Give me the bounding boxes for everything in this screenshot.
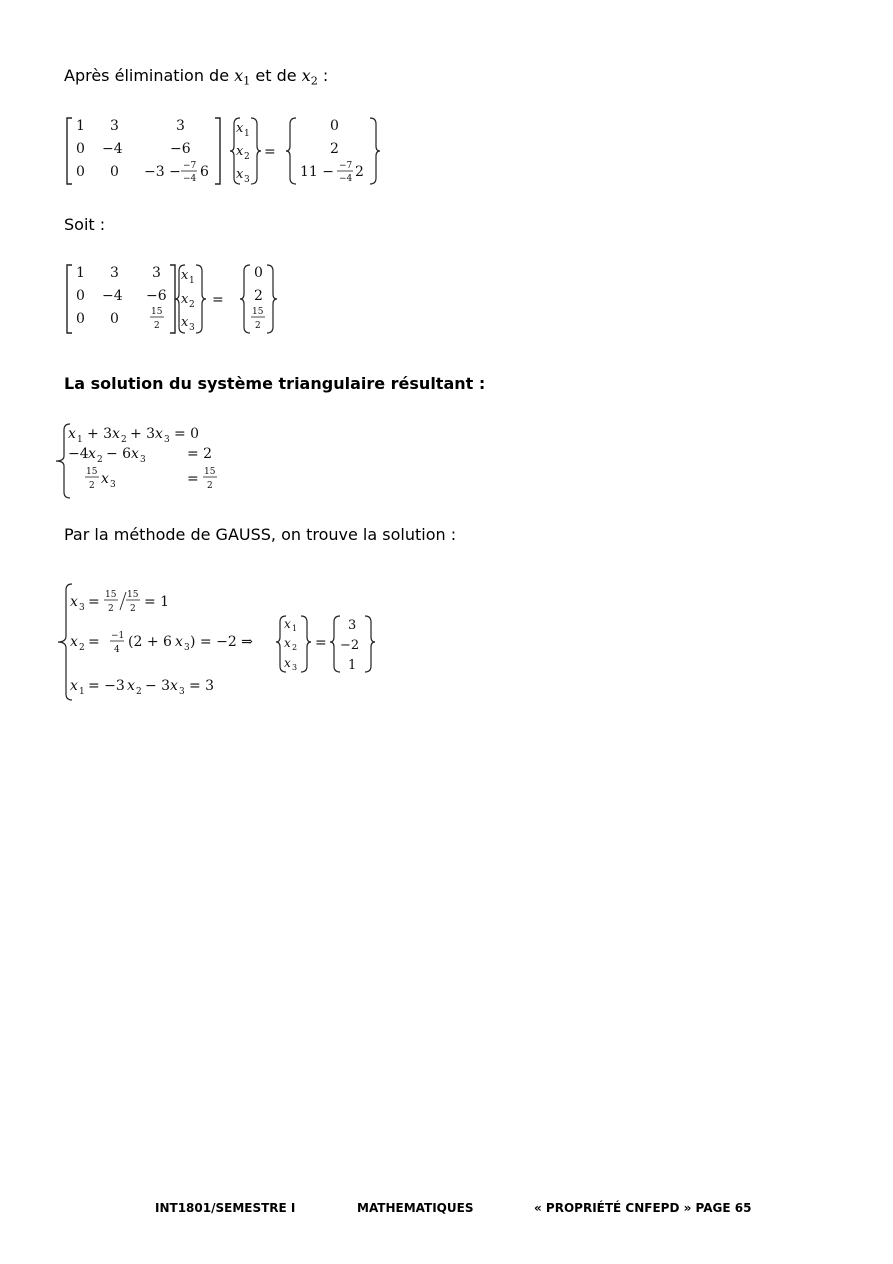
svg-text:1: 1: [189, 276, 195, 286]
svg-text:=: =: [264, 144, 276, 160]
svg-text:x: x: [70, 594, 78, 610]
svg-text:=: =: [88, 594, 100, 610]
svg-text:−2: −2: [340, 638, 360, 653]
svg-text:2: 2: [108, 604, 114, 614]
footer-right: « PROPRIÉTÉ CNFEPD » PAGE 65: [534, 1201, 752, 1215]
svg-text:−4: −4: [183, 174, 197, 184]
svg-text:x: x: [127, 678, 135, 694]
svg-text:x: x: [284, 617, 291, 631]
footer-center: MATHEMATIQUES: [357, 1201, 474, 1215]
svg-text:= −3: = −3: [88, 678, 125, 694]
svg-text:= 0: = 0: [174, 426, 200, 442]
svg-text:=: =: [212, 292, 224, 308]
svg-text:x: x: [131, 446, 139, 462]
x1-variable: [234, 66, 251, 88]
svg-text:x: x: [236, 167, 244, 182]
svg-text:3: 3: [140, 455, 146, 465]
svg-text:+ 3: + 3: [87, 426, 113, 442]
x2-subscript: 2: [310, 74, 318, 88]
svg-text:x: x: [68, 426, 76, 442]
svg-text:2: 2: [121, 435, 127, 445]
svg-text:0: 0: [76, 164, 85, 180]
svg-text:−1: −1: [111, 631, 125, 641]
svg-text:1: 1: [244, 129, 250, 139]
svg-text:= 1: = 1: [144, 594, 170, 610]
svg-text:2: 2: [255, 321, 261, 331]
svg-text:= 2: = 2: [187, 446, 213, 462]
svg-text:15: 15: [252, 307, 264, 317]
svg-text:1: 1: [348, 658, 357, 673]
svg-text:1: 1: [292, 624, 298, 633]
svg-text:= 3: = 3: [189, 678, 215, 694]
svg-text:0: 0: [330, 118, 339, 134]
svg-text:2: 2: [189, 300, 195, 310]
svg-text:x: x: [181, 315, 189, 330]
svg-text:x: x: [70, 634, 78, 650]
svg-text:−7: −7: [339, 161, 353, 171]
svg-text:3: 3: [179, 687, 185, 697]
svg-text:− 6: − 6: [106, 446, 132, 462]
svg-text:3: 3: [348, 618, 357, 633]
svg-text:−7: −7: [183, 161, 197, 171]
svg-text:) = −2 ⇒: ) = −2 ⇒: [190, 634, 253, 650]
svg-text:−6: −6: [146, 288, 167, 304]
svg-text:15: 15: [86, 467, 98, 477]
svg-text:0: 0: [76, 288, 85, 304]
svg-text:2: 2: [130, 604, 136, 614]
svg-text:3: 3: [176, 118, 185, 134]
svg-text:0: 0: [254, 265, 263, 281]
svg-text:x: x: [101, 471, 109, 487]
svg-text:6: 6: [200, 164, 209, 180]
svg-text:3: 3: [110, 118, 119, 134]
svg-text:x: x: [236, 121, 244, 136]
svg-text:2: 2: [207, 481, 213, 491]
svg-text:3: 3: [79, 603, 85, 613]
svg-text:15: 15: [151, 307, 163, 317]
svg-text:3: 3: [184, 643, 190, 653]
svg-text:15: 15: [204, 467, 216, 477]
elimination-matrix-equation: [64, 112, 394, 190]
svg-text:x: x: [284, 636, 291, 650]
svg-text:x: x: [70, 678, 78, 694]
svg-text:3: 3: [244, 175, 250, 185]
svg-text:−4: −4: [68, 446, 89, 462]
svg-text:=: =: [315, 635, 327, 651]
svg-text:1: 1: [77, 435, 83, 445]
svg-text:2: 2: [89, 481, 95, 491]
svg-text:3: 3: [152, 265, 161, 281]
svg-text:2: 2: [355, 164, 364, 180]
reduced-matrix-equation: [64, 261, 294, 339]
svg-text:−3 −: −3 −: [144, 164, 181, 180]
svg-text:−4: −4: [339, 174, 353, 184]
svg-text:x: x: [155, 426, 163, 442]
svg-text:+ 3: + 3: [130, 426, 156, 442]
x2-variable: [301, 66, 318, 88]
svg-text:−4: −4: [102, 141, 123, 157]
svg-text:11 −: 11 −: [300, 164, 334, 180]
intro-text-middle: et de: [250, 66, 302, 85]
svg-text:x: x: [88, 446, 96, 462]
svg-text:0: 0: [76, 311, 85, 327]
svg-text:2: 2: [154, 321, 160, 331]
svg-text:=: =: [88, 634, 100, 650]
triangular-system: [50, 420, 250, 502]
svg-text:0: 0: [110, 164, 119, 180]
svg-text:4: 4: [114, 645, 120, 655]
svg-text:x: x: [175, 634, 183, 650]
intro-text-after: :: [317, 66, 329, 85]
intro-line: [64, 66, 328, 87]
svg-text:x: x: [181, 292, 189, 307]
svg-text:2: 2: [97, 455, 103, 465]
gauss-solution: [50, 582, 390, 704]
svg-text:(2 + 6: (2 + 6: [128, 634, 172, 650]
svg-text:x: x: [236, 144, 244, 159]
svg-text:3: 3: [189, 323, 195, 333]
svg-text:−4: −4: [102, 288, 123, 304]
svg-text:=: =: [187, 471, 199, 487]
svg-text:1: 1: [79, 687, 85, 697]
svg-text:15: 15: [105, 590, 117, 600]
intro-text-before: Après élimination de: [64, 66, 235, 85]
x2-letter: x: [301, 66, 311, 85]
x1-letter: x: [234, 66, 244, 85]
svg-text:x: x: [112, 426, 120, 442]
soit-label: Soit :: [64, 215, 106, 234]
svg-text:3: 3: [110, 480, 116, 490]
svg-text:x: x: [170, 678, 178, 694]
svg-text:1: 1: [76, 118, 85, 134]
svg-text:− 3: − 3: [145, 678, 171, 694]
svg-text:x: x: [284, 656, 291, 670]
svg-text:x: x: [181, 268, 189, 283]
solution-heading: La solution du système triangulaire résultant :: [64, 374, 486, 393]
svg-text:3: 3: [164, 435, 170, 445]
svg-text:3: 3: [110, 265, 119, 281]
svg-text:2: 2: [79, 643, 85, 653]
svg-text:2: 2: [136, 687, 142, 697]
svg-text:0: 0: [110, 311, 119, 327]
svg-text:3: 3: [292, 663, 298, 672]
svg-text:1: 1: [76, 265, 85, 281]
gauss-method-text: Par la méthode de GAUSS, on trouve la solution :: [64, 525, 457, 544]
x1-subscript: 1: [243, 74, 251, 88]
svg-text:2: 2: [292, 643, 298, 652]
svg-text:15: 15: [127, 590, 139, 600]
svg-text:−6: −6: [170, 141, 191, 157]
svg-text:2: 2: [244, 152, 250, 162]
svg-text:2: 2: [254, 288, 263, 304]
svg-text:2: 2: [330, 141, 339, 157]
svg-text:0: 0: [76, 141, 85, 157]
footer-left: INT1801/SEMESTRE I: [155, 1201, 296, 1215]
